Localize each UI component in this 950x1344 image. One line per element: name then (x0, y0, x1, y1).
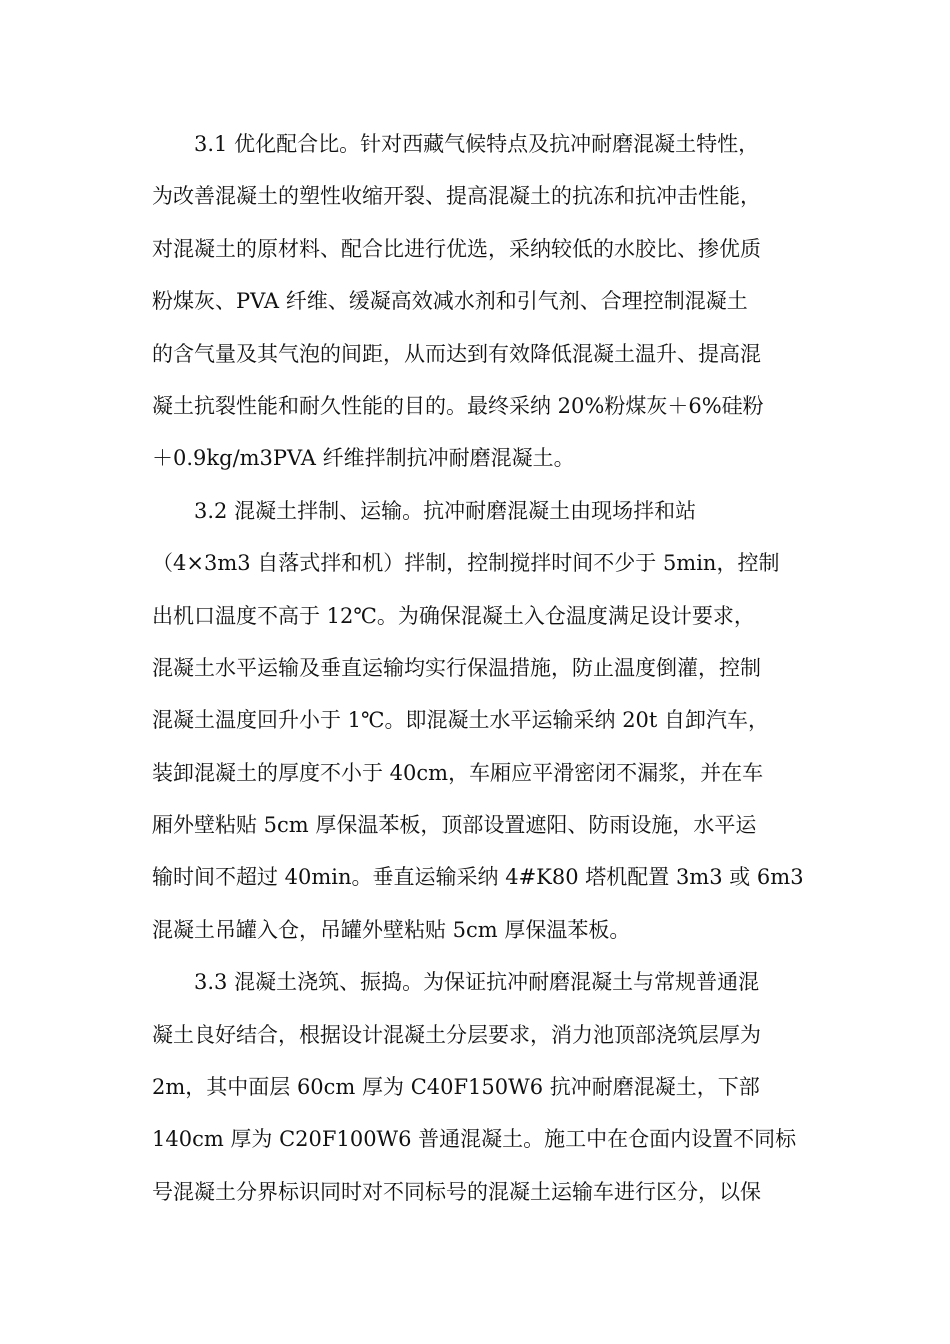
paragraph-line: 为改善混凝土的塑性收缩开裂、提高混凝土的抗冻和抗冲击性能， (152, 184, 761, 209)
paragraph-line: 140cm 厚为 C20F100W6 普通混凝土。施工中在仓面内设置不同标 (152, 1127, 797, 1152)
paragraph-line: 2m，其中面层 60cm 厚为 C40F150W6 抗冲耐磨混凝土，下部 (152, 1075, 760, 1100)
paragraph-line: 粉煤灰、PVA 纤维、缓凝高效减水剂和引气剂、合理控制混凝土 (152, 289, 748, 314)
paragraph-line: 出机口温度不高于 12℃。为确保混凝土入仓温度满足设计要求， (152, 603, 755, 628)
paragraph-3-1 (152, 118, 802, 485)
paragraph-line: 3.1 优化配合比。针对西藏气候特点及抗冲耐磨混凝土特性， (194, 132, 760, 156)
paragraph-line: ＋0.9kg/m3PVA 纤维拌制抗冲耐磨混凝土。 (152, 446, 575, 471)
paragraph-line: 输时间不超过 40min。垂直运输采纳 4#K80 塔机配置 3m3 或 6m3 (152, 865, 804, 890)
paragraph-line: 的含气量及其气泡的间距，从而达到有效降低混凝土温升、提高混 (152, 341, 761, 366)
paragraph-line: 凝土抗裂性能和耐久性能的目的。最终采纳 20%粉煤灰＋6%硅粉 (152, 393, 764, 418)
paragraph-line: 3.2 混凝土拌制、运输。抗冲耐磨混凝土由现场拌和站 (194, 498, 697, 523)
paragraph-line: 装卸混凝土的厚度不小于 40cm，车厢应平滑密闭不漏浆，并在车 (152, 760, 764, 785)
paragraph-line: 3.3 混凝土浇筑、振捣。为保证抗冲耐磨混凝土与常规普通混 (194, 970, 760, 995)
paragraph-3-3 (152, 956, 802, 1218)
paragraph-3-2 (152, 485, 802, 957)
paragraph-line: 混凝土温度回升小于 1℃。即混凝土水平运输采纳 20t 自卸汽车， (152, 708, 770, 733)
document-body (152, 118, 802, 1218)
paragraph-line: 凝土良好结合，根据设计混凝土分层要求，消力池顶部浇筑层厚为 (152, 1022, 761, 1047)
paragraph-line: 号混凝土分界标识同时对不同标号的混凝土运输车进行区分，以保 (152, 1179, 761, 1204)
paragraph-line: 混凝土水平运输及垂直运输均实行保温措施，防止温度倒灌，控制 (152, 655, 761, 680)
paragraph-line: 混凝土吊罐入仓，吊罐外壁粘贴 5cm 厚保温苯板。 (152, 917, 631, 942)
paragraph-line: 厢外壁粘贴 5cm 厚保温苯板，顶部设置遮阳、防雨设施，水平运 (152, 813, 757, 838)
paragraph-line: （4×3m3 自落式拌和机）拌制，控制搅拌时间不少于 5min，控制 (152, 551, 780, 576)
paragraph-line: 对混凝土的原材料、配合比进行优选，采纳较低的水胶比、掺优质 (152, 236, 761, 261)
